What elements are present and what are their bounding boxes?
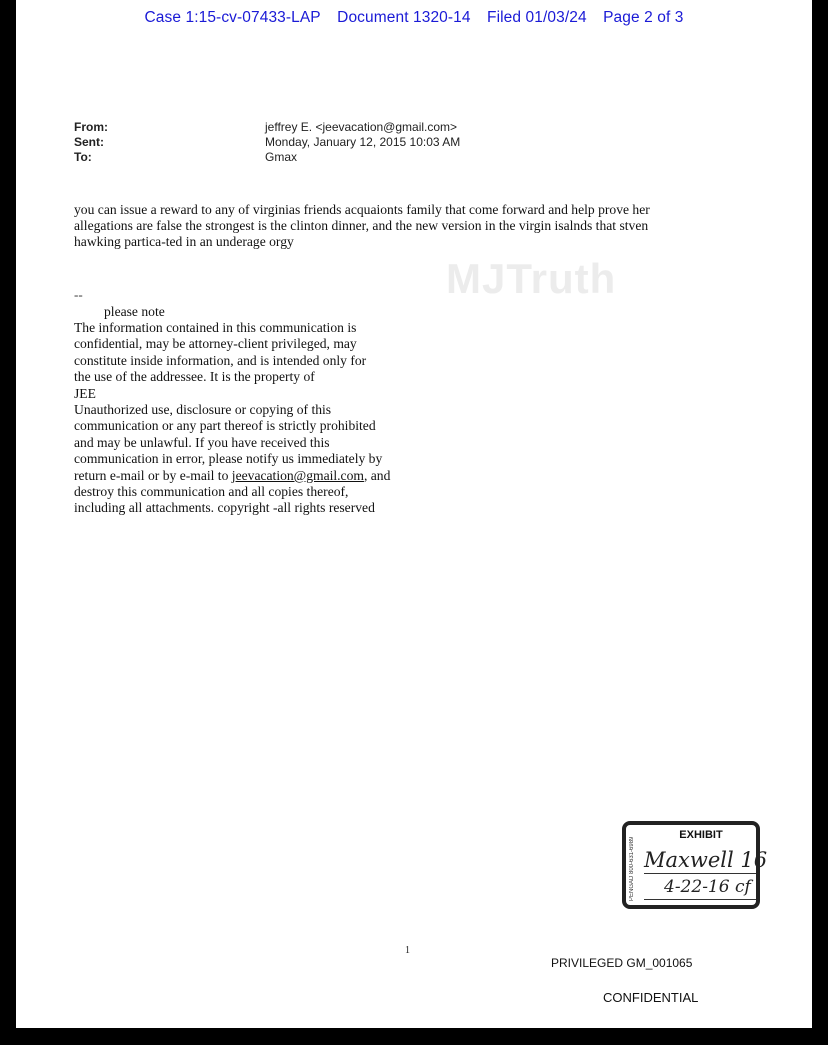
exhibit-handwritten-name: Maxwell 16 [644, 848, 768, 872]
disclaimer-line: communication or any part thereof is strictly prohibited [74, 418, 376, 434]
from-label: From: [74, 120, 108, 134]
case-header [16, 9, 812, 27]
disclaimer-line: constitute inside information, and is intended only for [74, 352, 367, 368]
disclaimer-line: The information contained in this communication is [74, 320, 357, 335]
body-line: allegations are false the strongest is the clinton dinner, and the new version in the virgin isalnds that stven [74, 217, 649, 233]
sent-row [74, 135, 574, 150]
disclaimer-line: JEE [74, 385, 96, 401]
watermark: MJTruth [446, 255, 617, 302]
confidential-label: CONFIDENTIAL [603, 990, 699, 1005]
case-number: Case 1:15-cv-07433-LAP [144, 9, 321, 26]
document-page [16, 0, 812, 1028]
please-note: please note [104, 304, 165, 319]
exhibit-title: EXHIBIT [679, 829, 723, 841]
disclaimer-text: return e-mail or by e-mail to [74, 467, 232, 483]
disclaimer-line: and may be unlawful. If you have received this [74, 434, 330, 450]
body-line: hawking partica-ted in an underage orgy [74, 233, 294, 249]
sent-value: Monday, January 12, 2015 10:03 AM [265, 135, 461, 149]
to-label: To: [74, 150, 92, 164]
confidentiality-disclaimer [74, 320, 434, 517]
bates-number: PRIVILEGED GM_001065 [551, 956, 693, 970]
body-line: you can issue a reward to any of virginias friends acquaionts family that come forward and help prove her [74, 202, 650, 217]
disclaimer-line [74, 468, 434, 484]
page-indicator: Page 2 of 3 [603, 9, 684, 26]
filed-date: Filed 01/03/24 [487, 9, 587, 26]
document-number: Document 1320-14 [337, 9, 471, 26]
exhibit-side-text: PENGAD 800-631-6989 [629, 836, 635, 902]
email-body [74, 202, 724, 249]
to-row [74, 150, 574, 165]
page-number: 1 [405, 945, 410, 956]
disclaimer-line: destroy this communication and all copies thereof, [74, 484, 349, 500]
disclaimer-line: the use of the addressee. It is the property of [74, 369, 315, 385]
from-row [74, 120, 574, 135]
email-link[interactable]: jeevacation@gmail.com [231, 467, 364, 483]
from-value: jeffrey E. <jeevacation@gmail.com> [265, 120, 458, 134]
signature-dash: -- [74, 287, 83, 302]
sent-label: Sent: [74, 135, 104, 149]
disclaimer-line: communication in error, please notify us immediately by [74, 451, 383, 467]
disclaimer-line: confidential, may be attorney-client privileged, may [74, 336, 357, 352]
disclaimer-text: , and [363, 467, 391, 483]
to-value: Gmax [265, 150, 298, 164]
exhibit-handwritten-date: 4-22-16 cf [644, 875, 756, 900]
email-header [74, 120, 574, 165]
disclaimer-line: including all attachments. copyright -all rights reserved [74, 500, 375, 516]
exhibit-sticker [622, 821, 768, 909]
disclaimer-line: Unauthorized use, disclosure or copying of this [74, 402, 332, 418]
